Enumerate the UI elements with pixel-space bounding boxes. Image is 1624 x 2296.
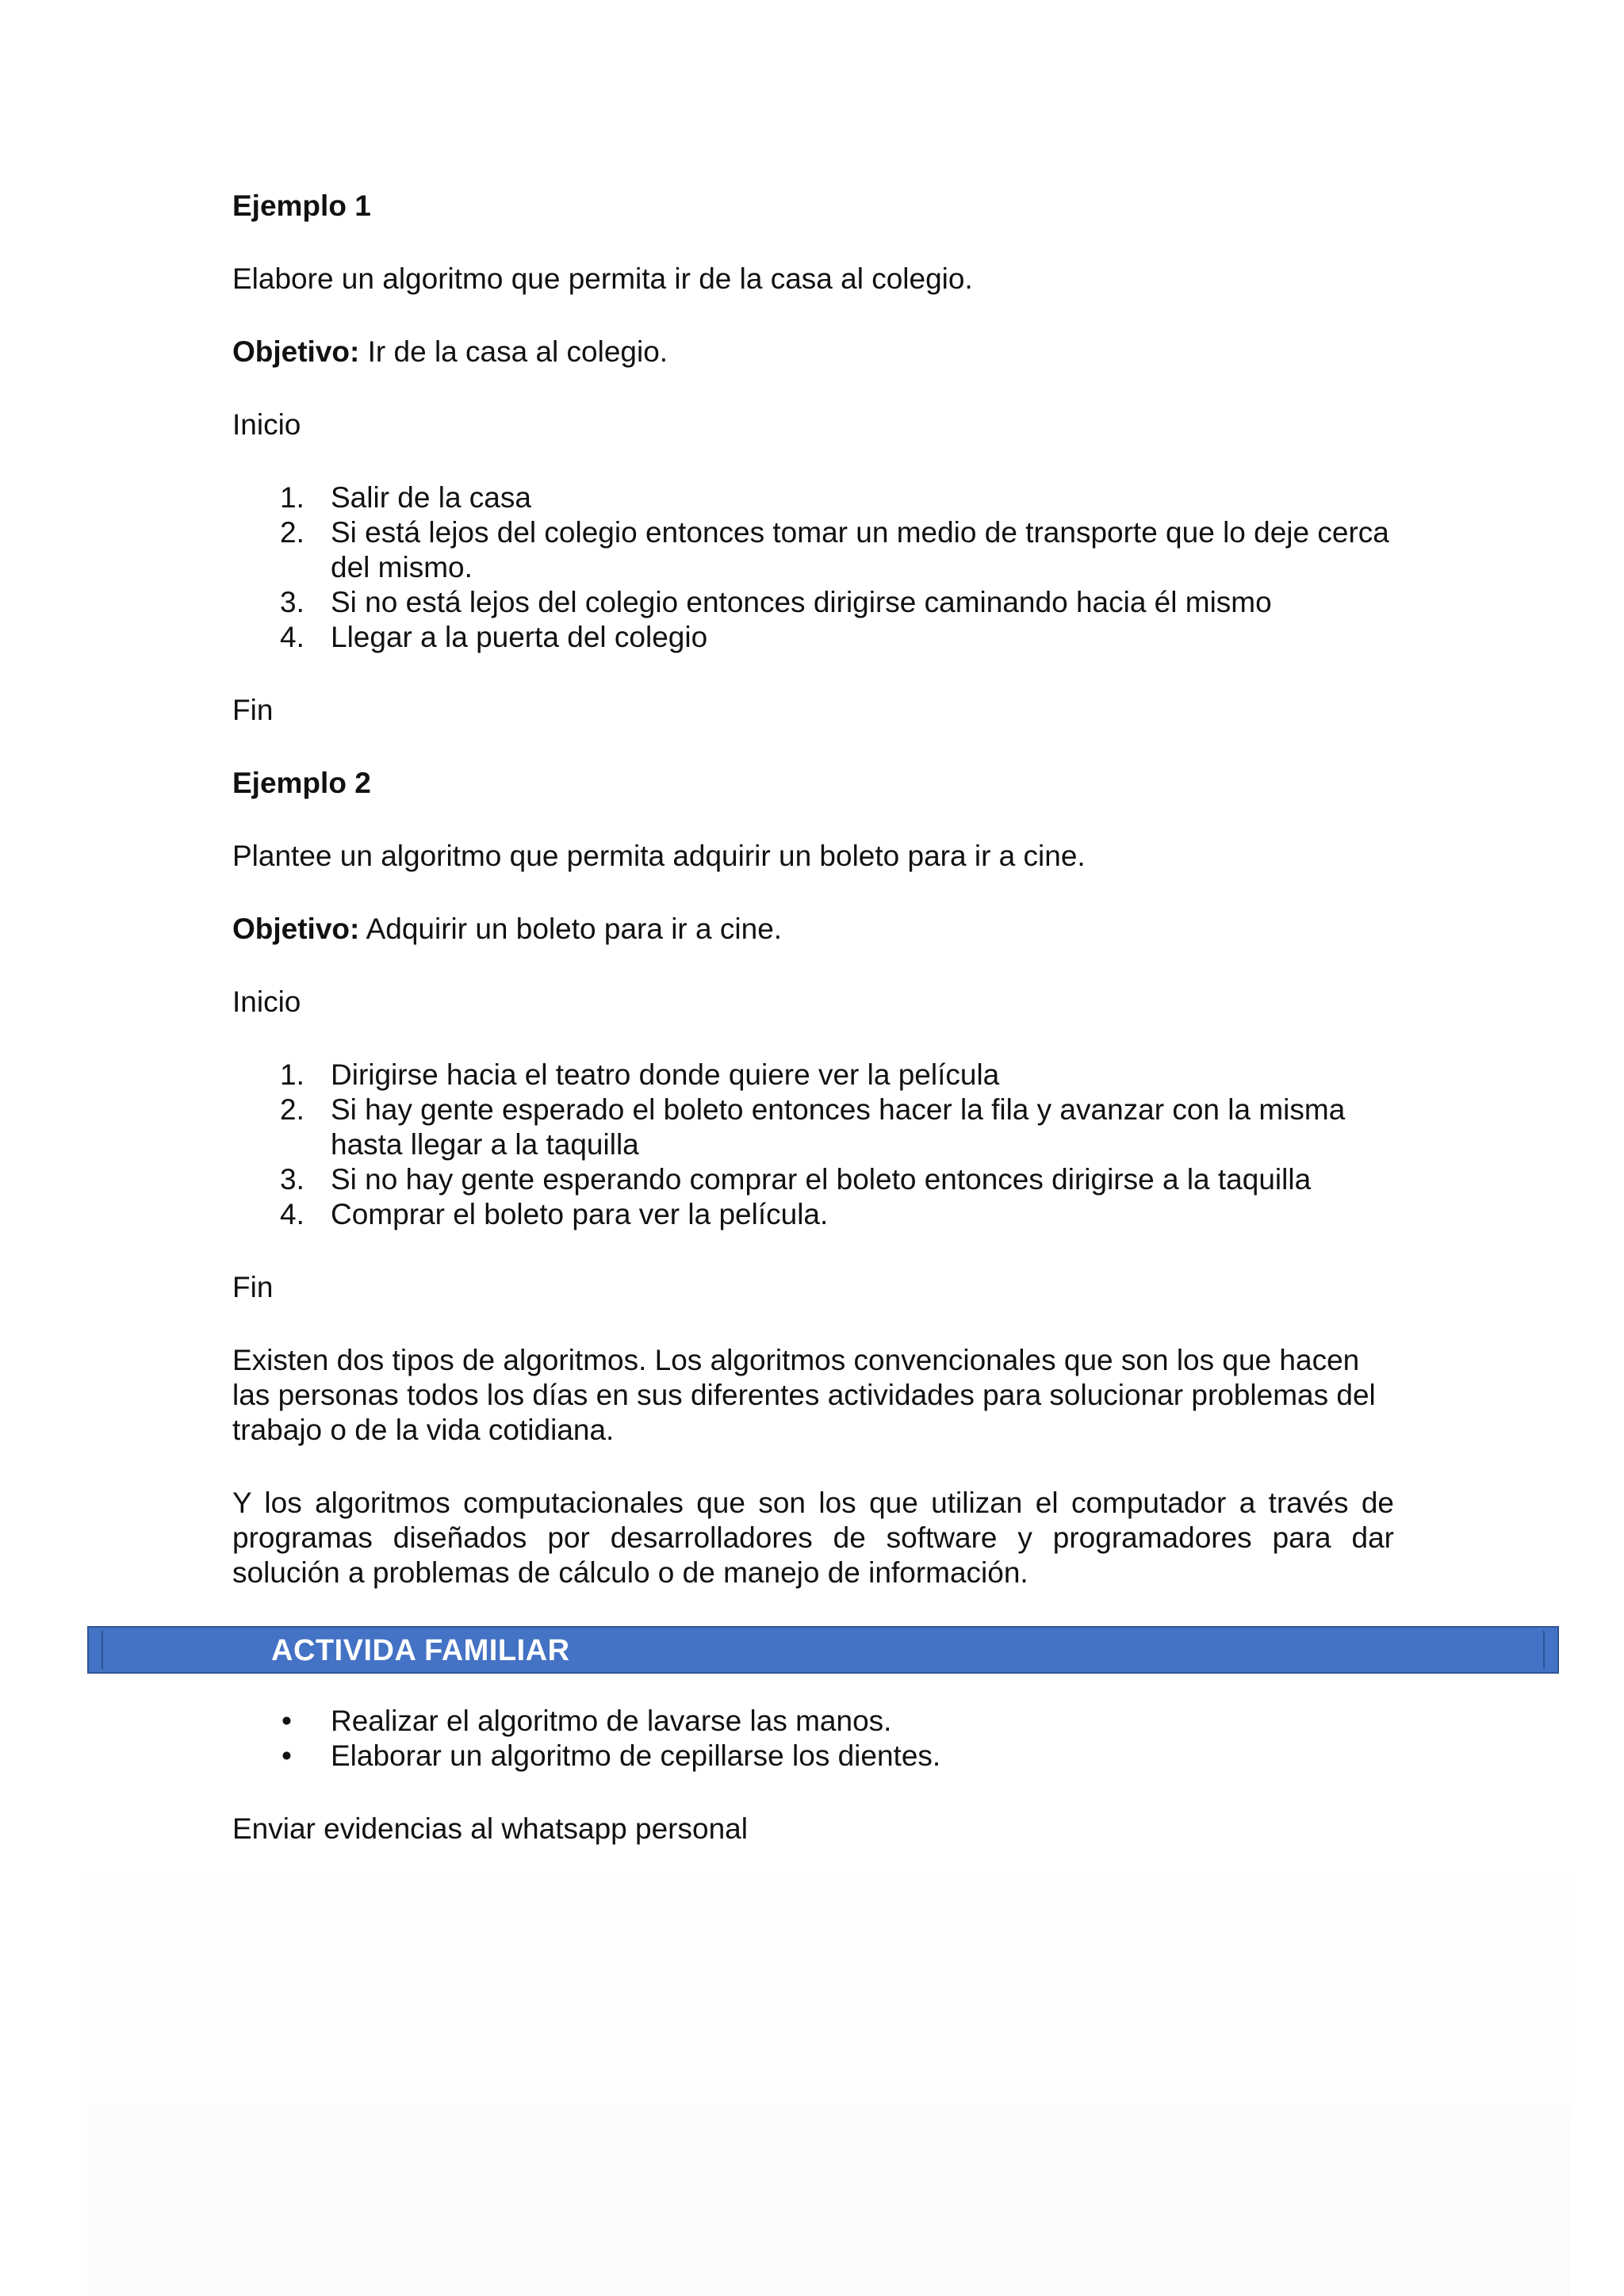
step-text: Si no está lejos del colegio entonces dirigirse caminando hacia él mismo: [331, 586, 1272, 618]
example1-objective: [232, 335, 1394, 369]
example1-heading: Ejemplo 1: [232, 189, 371, 222]
example1-end: Fin: [232, 694, 274, 726]
algorithm-types-paragraph: Existen dos tipos de algoritmos. Los algoritmos convencionales que son los que hacen las personas todos los días en sus diferentes actividades para solucionar problemas del trabajo o de la vida cotidiana.: [232, 1344, 1376, 1446]
document-body: [232, 189, 1394, 1628]
example1-statement: Elabore un algoritmo que permita ir de la casa al colegio.: [232, 262, 973, 295]
step-number: 2.: [280, 1093, 304, 1126]
example2-start: Inicio: [232, 985, 301, 1018]
activity-text: Realizar el algoritmo de lavarse las manos.: [331, 1705, 892, 1737]
example2-objective-label: Objetivo:: [232, 913, 360, 945]
banner-divider-left: [102, 1631, 103, 1669]
banner-title: ACTIVIDA FAMILIAR: [271, 1634, 570, 1667]
list-item: [232, 1739, 1394, 1774]
step-text: Si no hay gente esperando comprar el boleto entonces dirigirse a la taquilla: [331, 1163, 1312, 1196]
example2-statement: Plantee un algoritmo que permita adquirir un boleto para ir a cine.: [232, 840, 1086, 872]
example2-objective-text: Adquirir un boleto para ir a cine.: [359, 913, 783, 945]
list-item: [232, 1058, 1394, 1093]
list-item: [232, 1093, 1394, 1162]
step-text: Llegar a la puerta del colegio: [331, 621, 708, 653]
list-item: [232, 585, 1394, 620]
computational-algorithms-paragraph: Y los algoritmos computacionales que son los que utilizan el computador a través de programas diseñados por desarrolladores de software y programadores para dar solución a problemas de cálculo o de manejo de información.: [232, 1487, 1394, 1589]
bullet-icon: •: [282, 1739, 292, 1772]
list-item: [232, 1197, 1394, 1232]
step-number: 3.: [280, 586, 304, 618]
activity-section: [232, 1704, 1394, 1885]
step-number: 1.: [280, 1058, 304, 1091]
step-number: 1.: [280, 481, 304, 514]
example1-start: Inicio: [232, 408, 301, 441]
banner-divider-right: [1543, 1631, 1545, 1669]
step-text: Si está lejos del colegio entonces tomar un medio de transporte que lo deje cerca del mismo.: [331, 516, 1389, 584]
step-number: 3.: [280, 1163, 304, 1196]
step-text: Si hay gente esperado el boleto entonces hacer la fila y avanzar con la misma hasta llegar a la taquilla: [331, 1093, 1346, 1161]
activity-list: [232, 1704, 1394, 1774]
step-text: Comprar el boleto para ver la película.: [331, 1198, 829, 1230]
activity-text: Elaborar un algoritmo de cepillarse los dientes.: [331, 1739, 941, 1772]
step-number: 4.: [280, 1198, 304, 1230]
example2-objective: [232, 912, 1394, 947]
example2-steps-list: [232, 1058, 1394, 1232]
example1-objective-label: Objetivo:: [232, 335, 360, 368]
step-number: 2.: [280, 516, 304, 549]
example1-steps-list: [232, 480, 1394, 655]
section-banner: [87, 1626, 1559, 1674]
list-item: [232, 620, 1394, 655]
closing-instruction: Enviar evidencias al whatsapp personal: [232, 1812, 748, 1845]
step-number: 4.: [280, 621, 304, 653]
example1-objective-text: Ir de la casa al colegio.: [359, 335, 668, 368]
step-text: Salir de la casa: [331, 481, 531, 514]
list-item: [232, 480, 1394, 515]
list-item: [232, 515, 1394, 585]
list-item: [232, 1704, 1394, 1739]
example2-end: Fin: [232, 1271, 274, 1303]
list-item: [232, 1162, 1394, 1197]
step-text: Dirigirse hacia el teatro donde quiere ver la película: [331, 1058, 1000, 1091]
example2-heading: Ejemplo 2: [232, 767, 371, 799]
page-background-shade: [87, 1847, 1570, 2296]
bullet-icon: •: [282, 1705, 292, 1737]
